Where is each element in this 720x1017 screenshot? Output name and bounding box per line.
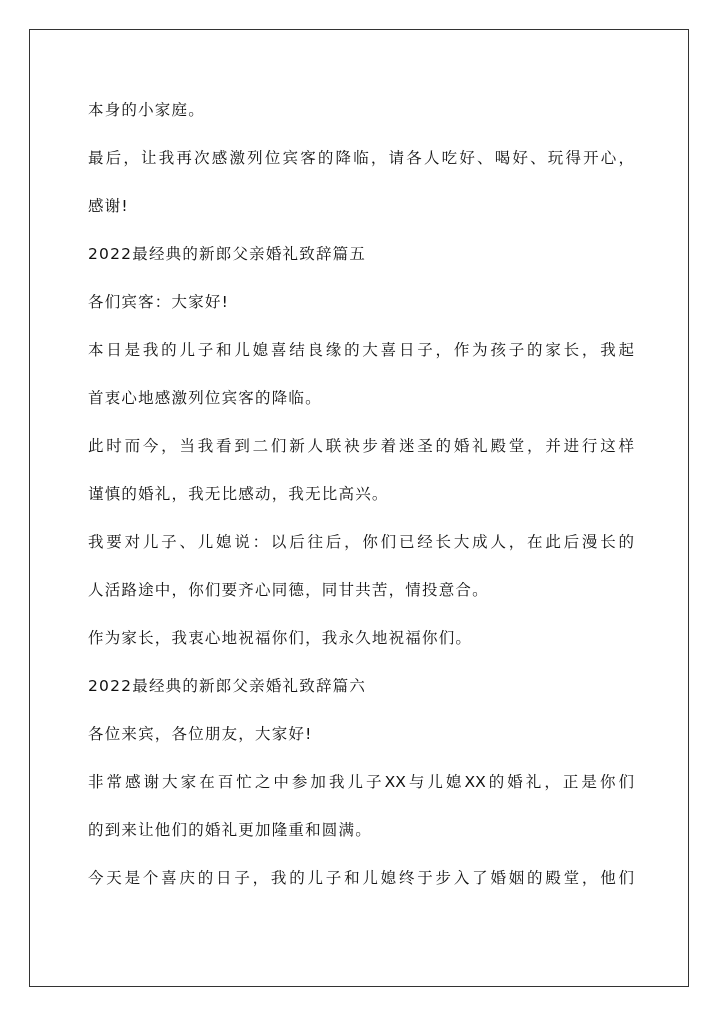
text-line: 的到来让他们的婚礼更加隆重和圆满。 <box>88 821 372 839</box>
text-line: 各们宾客：大家好! <box>88 293 230 311</box>
text-line: 谨慎的婚礼，我无比感动，我无比高兴。 <box>88 485 389 503</box>
text-line: 本身的小家庭。 <box>88 101 205 119</box>
text-line: 人活路途中，你们要齐心同德，同甘共苦，情投意合。 <box>88 581 489 599</box>
text-line: 我要对儿子、儿媳说：以后往后，你们已经长大成人，在此后漫长的 <box>88 533 634 551</box>
text-line: 最后，让我再次感激列位宾客的降临，请各人吃好、喝好、玩得开心， <box>88 149 634 167</box>
text-line: 此时而今，当我看到二们新人联袂步着迷圣的婚礼殿堂，并进行这样 <box>88 437 634 455</box>
text-line: 本日是我的儿子和儿媳喜结良缘的大喜日子，作为孩子的家长，我起 <box>88 341 634 359</box>
document-page <box>29 29 689 987</box>
section-heading: 2022最经典的新郎父亲婚礼致辞篇六 <box>88 677 367 695</box>
text-line: 今天是个喜庆的日子，我的儿子和儿媳终于步入了婚姻的殿堂，他们 <box>88 869 634 887</box>
text-line: 非常感谢大家在百忙之中参加我儿子XX与儿媳XX的婚礼，正是你们 <box>88 773 634 791</box>
text-line: 首衷心地感激列位宾客的降临。 <box>88 389 322 407</box>
section-heading: 2022最经典的新郎父亲婚礼致辞篇五 <box>88 245 367 263</box>
text-line: 感谢! <box>88 197 129 215</box>
text-line: 作为家长，我衷心地祝福你们，我永久地祝福你们。 <box>88 629 473 647</box>
text-line: 各位来宾，各位朋友，大家好! <box>88 725 313 743</box>
